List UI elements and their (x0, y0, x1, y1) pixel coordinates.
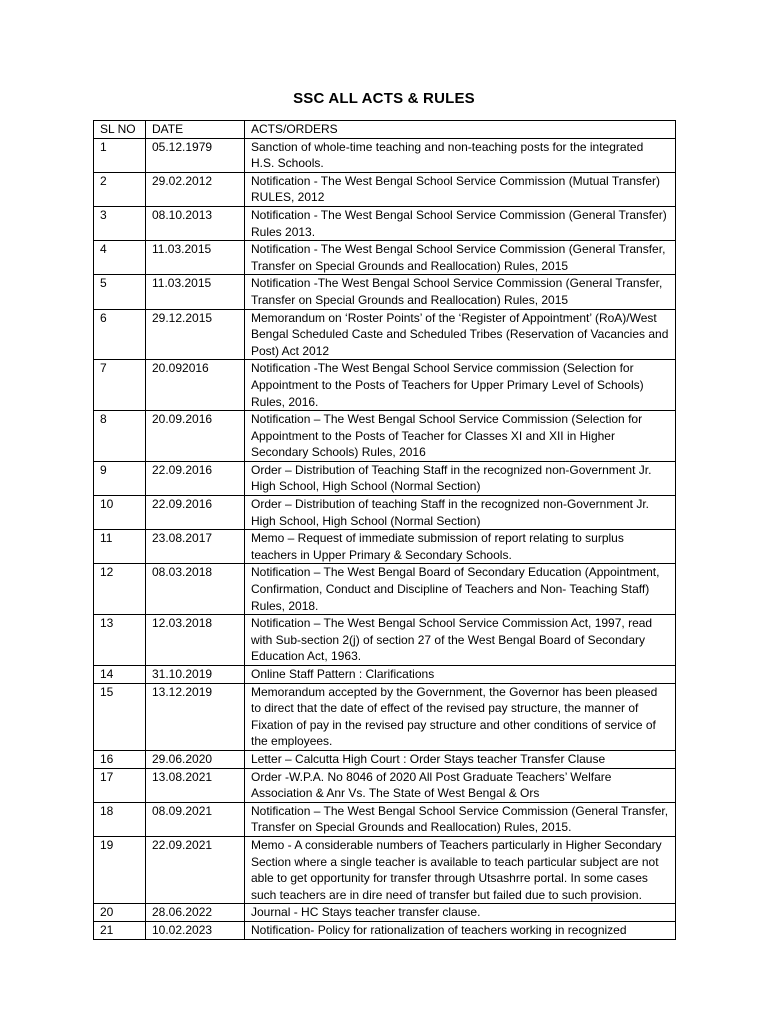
cell-act-order: Sanction of whole-time teaching and non-teaching posts for the integrated H.S. Schools. (245, 138, 676, 172)
table-row (94, 496, 676, 530)
table-row (94, 206, 676, 240)
cell-sl-no: 14 (94, 666, 146, 684)
table-row (94, 836, 676, 903)
cell-act-order: Notification -The West Bengal School Service Commission (General Transfer, Transfer on Special Grounds and Reallocation) Rules, 2015 (245, 275, 676, 309)
cell-sl-no: 9 (94, 461, 146, 495)
column-header-acts-orders: ACTS/ORDERS (245, 121, 676, 139)
cell-act-order: Notification- Policy for rationalization of teachers working in recognized (245, 921, 676, 939)
cell-date: 08.03.2018 (146, 564, 245, 615)
table-row (94, 360, 676, 411)
cell-act-order: Notification – The West Bengal School Service Commission Act, 1997, read with Sub-section 2(j) of section 27 of the West Bengal Board of Secondary Education Act, 1963. (245, 615, 676, 666)
table-row (94, 802, 676, 836)
cell-act-order: Order -W.P.A. No 8046 of 2020 All Post Graduate Teachers’ Welfare Association & Anr Vs. The State of West Bengal & Ors (245, 768, 676, 802)
acts-table (93, 120, 676, 940)
cell-sl-no: 20 (94, 904, 146, 922)
table-row (94, 138, 676, 172)
cell-date: 10.02.2023 (146, 921, 245, 939)
cell-sl-no: 17 (94, 768, 146, 802)
cell-date: 22.09.2021 (146, 836, 245, 903)
cell-date: 11.03.2015 (146, 275, 245, 309)
table-row (94, 768, 676, 802)
cell-act-order: Notification -The West Bengal School Service commission (Selection for Appointment to the Posts of Teachers for Upper Primary Level of Schools) Rules, 2016. (245, 360, 676, 411)
cell-sl-no: 11 (94, 530, 146, 564)
cell-act-order: Notification – The West Bengal School Service Commission (Selection for Appointment to the Posts of Teacher for Classes XI and XII in Higher Secondary Schools) Rules, 2016 (245, 411, 676, 462)
cell-date: 20.09.2016 (146, 411, 245, 462)
cell-sl-no: 12 (94, 564, 146, 615)
table-header-row (94, 121, 676, 139)
cell-date: 31.10.2019 (146, 666, 245, 684)
cell-sl-no: 15 (94, 683, 146, 750)
cell-date: 08.09.2021 (146, 802, 245, 836)
cell-date: 11.03.2015 (146, 241, 245, 275)
cell-sl-no: 21 (94, 921, 146, 939)
table-row (94, 564, 676, 615)
cell-date: 13.12.2019 (146, 683, 245, 750)
table-row (94, 461, 676, 495)
cell-date: 20.092016 (146, 360, 245, 411)
table-row (94, 172, 676, 206)
cell-sl-no: 2 (94, 172, 146, 206)
column-header-sl-no: SL NO (94, 121, 146, 139)
cell-act-order: Notification – The West Bengal Board of Secondary Education (Appointment, Confirmation, Conduct and Discipline of Teachers and Non- Teaching Staff) Rules, 2018. (245, 564, 676, 615)
cell-sl-no: 8 (94, 411, 146, 462)
cell-act-order: Online Staff Pattern : Clarifications (245, 666, 676, 684)
cell-date: 29.12.2015 (146, 309, 245, 360)
cell-sl-no: 5 (94, 275, 146, 309)
cell-act-order: Notification – The West Bengal School Service Commission (General Transfer, Transfer on Special Grounds and Reallocation) Rules, 2015. (245, 802, 676, 836)
table-row (94, 666, 676, 684)
cell-act-order: Notification - The West Bengal School Service Commission (General Transfer, Transfer on Special Grounds and Reallocation) Rules, 2015 (245, 241, 676, 275)
cell-date: 28.06.2022 (146, 904, 245, 922)
table-row (94, 615, 676, 666)
table-row (94, 241, 676, 275)
cell-date: 23.08.2017 (146, 530, 245, 564)
page-title: SSC ALL ACTS & RULES (293, 90, 475, 107)
cell-act-order: Notification - The West Bengal School Service Commission (Mutual Transfer) RULES, 2012 (245, 172, 676, 206)
cell-sl-no: 13 (94, 615, 146, 666)
table-row (94, 530, 676, 564)
cell-act-order: Memo – Request of immediate submission of report relating to surplus teachers in Upper Primary & Secondary Schools. (245, 530, 676, 564)
cell-sl-no: 18 (94, 802, 146, 836)
cell-sl-no: 3 (94, 206, 146, 240)
cell-act-order: Order – Distribution of Teaching Staff in the recognized non-Government Jr. High School, High School (Normal Section) (245, 461, 676, 495)
cell-act-order: Memo - A considerable numbers of Teachers particularly in Higher Secondary Section where a single teacher is available to teach particular subject are not able to get opportunity for transfer through Utsashrre portal. In some cases such teachers are in dire need of transfer but failed due to such provision. (245, 836, 676, 903)
cell-sl-no: 6 (94, 309, 146, 360)
cell-act-order: Memorandum accepted by the Government, the Governor has been pleased to direct that the date of effect of the revised pay structure, the manner of Fixation of pay in the revised pay structure and other conditions of service of the employees. (245, 683, 676, 750)
table-row (94, 750, 676, 768)
cell-date: 29.06.2020 (146, 750, 245, 768)
cell-date: 08.10.2013 (146, 206, 245, 240)
cell-date: 05.12.1979 (146, 138, 245, 172)
table-row (94, 309, 676, 360)
cell-sl-no: 1 (94, 138, 146, 172)
cell-sl-no: 7 (94, 360, 146, 411)
cell-act-order: Notification - The West Bengal School Service Commission (General Transfer) Rules 2013. (245, 206, 676, 240)
table-row (94, 683, 676, 750)
cell-sl-no: 19 (94, 836, 146, 903)
cell-sl-no: 16 (94, 750, 146, 768)
table-row (94, 904, 676, 922)
cell-date: 13.08.2021 (146, 768, 245, 802)
cell-act-order: Journal - HC Stays teacher transfer clause. (245, 904, 676, 922)
cell-date: 12.03.2018 (146, 615, 245, 666)
table-row (94, 275, 676, 309)
table-row (94, 921, 676, 939)
cell-act-order: Order – Distribution of teaching Staff in the recognized non-Government Jr. High School, High School (Normal Section) (245, 496, 676, 530)
cell-act-order: Letter – Calcutta High Court : Order Stays teacher Transfer Clause (245, 750, 676, 768)
table-row (94, 411, 676, 462)
cell-date: 22.09.2016 (146, 496, 245, 530)
cell-date: 22.09.2016 (146, 461, 245, 495)
cell-date: 29.02.2012 (146, 172, 245, 206)
table-body (94, 138, 676, 939)
column-header-date: DATE (146, 121, 245, 139)
cell-act-order: Memorandum on ‘Roster Points’ of the ‘Register of Appointment’ (RoA)/West Bengal Scheduled Caste and Scheduled Tribes (Reservation of Vacancies and Post) Act 2012 (245, 309, 676, 360)
cell-sl-no: 10 (94, 496, 146, 530)
cell-sl-no: 4 (94, 241, 146, 275)
